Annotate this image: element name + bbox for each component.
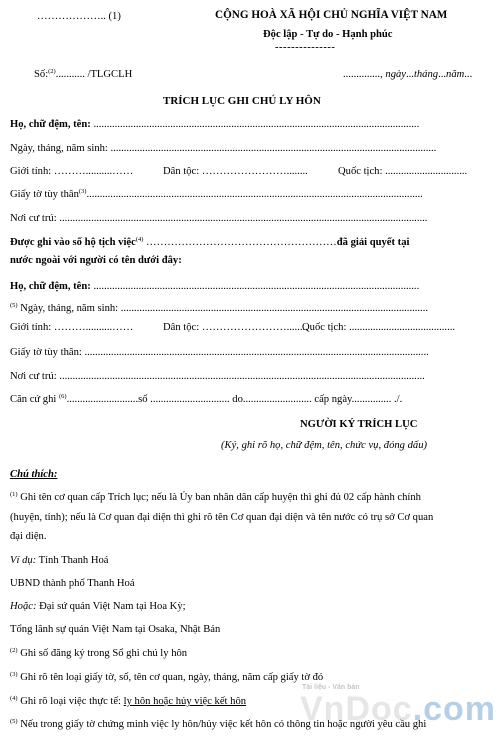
signer-instruction: (Ký, ghi rõ họ, chữ đệm, tên, chức vụ, đóng dấu) — [221, 440, 428, 451]
document-title: TRÍCH LỤC GHI CHÚ LY HÔN — [163, 95, 321, 107]
national-motto: Độc lập - Tự do - Hạnh phúc — [263, 29, 393, 40]
person1-name-line: Họ, chữ đệm, tên: ........................................................................................................................... — [10, 119, 420, 130]
recorded-line-1: Được ghi vào sổ hộ tịch việc$^{(4)}$ ………………………………………………đã giải quyết tại — [10, 236, 410, 248]
person2-id-line: Giấy tờ tùy thân: .................................................................................................................................. — [10, 347, 429, 358]
note-1-line-2: (huyện, tỉnh); nếu là Cơ quan đại diện thì ghi rõ tên Cơ quan đại diện và tên nước có trụ sở Cơ quan — [10, 512, 434, 523]
person1-residence-line: Nơi cư trú: ........................................................................................................................................... — [10, 213, 428, 224]
consulate-line: Tổng lãnh sự quán Việt Nam tại Osaka, Nhật Bản — [10, 624, 221, 635]
document-number: Số:$^{(2)}$........... /TLGCLH — [34, 68, 133, 80]
note-2: $^{(2)}$ Ghi số đăng ký trong Sổ ghi chú ly hôn — [10, 647, 188, 659]
example-line: Ví dụ: Tỉnh Thanh Hoá — [10, 555, 109, 566]
note-3: $^{(3)}$ Ghi rõ tên loại giấy tờ, số, tên cơ quan, ngày, tháng, năm cấp giấy tờ đó — [10, 671, 324, 683]
note-1-line-1: $^{(1)}$ Ghi tên cơ quan cấp Trích lục; nếu là Ủy ban nhân dân cấp huyện thì ghi đủ 02 cấp hành chính — [10, 491, 421, 503]
person2-gender: Giới tính: ………..........…… — [10, 322, 134, 333]
note-4: $^{(4)}$ Ghi rõ loại việc thực tế: ly hôn hoặc hủy việc kết hôn — [10, 695, 247, 707]
vndoc-watermark-logo: Tài liệu - Văn bản VnDoc.com — [300, 684, 497, 728]
motto-rule: --------------- — [275, 42, 336, 53]
issuing-agency-placeholder: ……………….. (1) — [37, 11, 121, 22]
person2-basis-line: Căn cứ ghi $^{(6)}$...........................số .............................. do.......................... cấp ngày............... ./. — [10, 393, 403, 405]
alternative-line: Hoặc: Đại sứ quán Việt Nam tại Hoa Kỳ; — [10, 601, 186, 612]
note-5: $^{(5)}$ Nếu trong giấy tờ chứng minh việc ly hôn/hủy việc kết hôn có thông tin hoặc người yêu cầu ghi — [10, 718, 427, 730]
person1-ethnicity: Dân tộc: ……………………........ — [163, 166, 308, 177]
person2-ethnicity: Dân tộc: ……………………........ — [163, 322, 308, 333]
person2-dob-line: $^{(5)}$ Ngày, tháng, năm sinh: .................................................................................................................... — [10, 302, 428, 314]
signer-title: NGƯỜI KÝ TRÍCH LỤC — [300, 419, 418, 430]
person2-name-line: Họ, chữ đệm, tên: ........................................................................................................................... — [10, 281, 420, 292]
country-name: CỘNG HOÀ XÃ HỘI CHỦ NGHĨA VIỆT NAM — [215, 9, 448, 21]
notes-heading: Chú thích: — [10, 469, 58, 480]
recorded-line-2: nước ngoài với người có tên dưới đây: — [10, 255, 182, 266]
person1-dob-line: Ngày, tháng, năm sinh: ........................................................................................................................... — [10, 143, 437, 154]
person1-nationality: Quốc tịch: ............................... — [338, 166, 468, 177]
person1-gender: Giới tính: ………..........…… — [10, 166, 134, 177]
person2-residence-line: Nơi cư trú: .......................................................................................................................................... — [10, 371, 425, 382]
place-date-line: .............., ngày...tháng...năm... — [343, 69, 473, 80]
person1-id-line: Giấy tờ tùy thân$^{(3)}$............................................................................................................................... — [10, 188, 423, 200]
person2-nationality: Quốc tịch: ........................................ — [302, 322, 456, 333]
note-1-line-3: đại diện. — [10, 531, 47, 542]
example-line-2: UBND thành phố Thanh Hoá — [10, 578, 135, 589]
